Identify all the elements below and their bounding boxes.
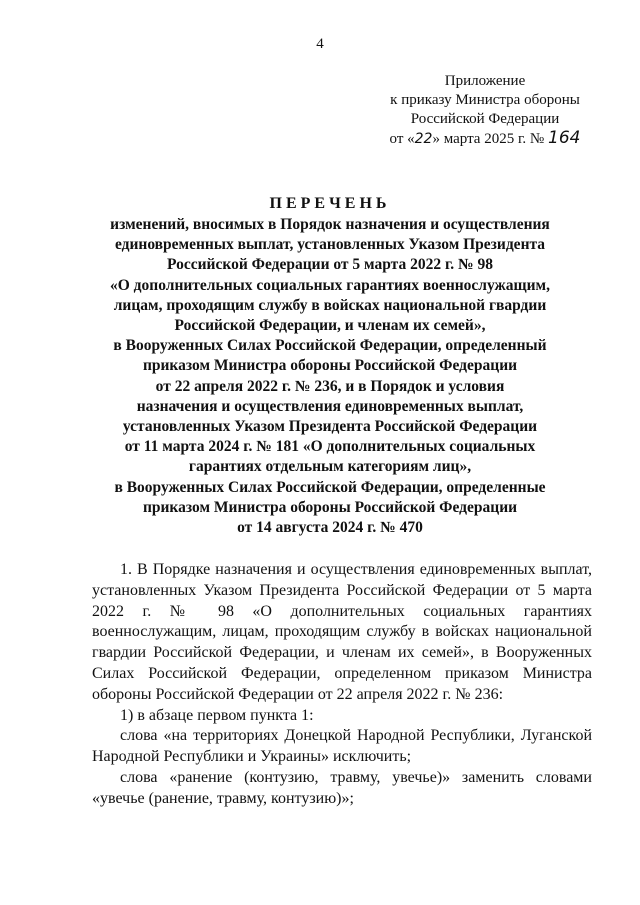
list-item-3: слова «ранение (контузию, травму, увечье)» заменить словами «увечье (ранение, травму, контузию)»; (92, 768, 592, 807)
subtitle-line: от 14 августа 2024 г. № 470 (237, 519, 423, 537)
subtitle-line: гарантиях отдельным категориям лиц», (188, 458, 472, 476)
subtitle-line: лицам, проходящим службу в войсках национальной гвардии (113, 296, 547, 314)
subtitle-line: «О дополнительных социальных гарантиях военнослужащим, (110, 276, 550, 294)
appendix-line-2: к приказу Министра обороны (390, 92, 580, 108)
handwritten-day: 22 (414, 131, 433, 147)
page-number: 4 (316, 36, 324, 52)
subtitle-line: Российской Федерации от 5 марта 2022 г. № 98 (167, 256, 493, 274)
paragraph-1: 1. В Порядке назначения и осуществления единовременных выплат, установленных Указом Президента Российской Федерации от 5 марта 2022 г. № 98 «О дополнительных социальных гарантиях военнослужащим, лицам, проходящим службу в войсках национальной гвардии Российской Федерации, и членам их семей», в Вооруженных Силах Российской Федерации, определенном приказом Министра обороны Российской Федерации от 22 апреля 2022 г. № 236: (92, 561, 592, 703)
subtitle-line: единовременных выплат, установленных Указом Президента (114, 236, 546, 254)
subtitle-line: Российской Федерации, и членам их семей», (174, 317, 486, 335)
document-title: ПЕРЕЧЕНЬ (269, 195, 391, 212)
document-subtitle (80, 215, 580, 538)
list-item-1: 1) в абзаце первом пункта 1: (120, 706, 314, 724)
subtitle-line: приказом Министра обороны Российской Федерации (142, 498, 518, 516)
appendix-header (360, 72, 610, 149)
subtitle-line: назначения и осуществления единовременных выплат, (136, 397, 524, 415)
list-item-2: слова «на территориях Донецкой Народной Республики, Луганской Народной Республики и Украины» исключить; (92, 727, 592, 766)
appendix-date-line (360, 129, 610, 149)
date-middle: » марта 2025 г. № (432, 131, 545, 147)
subtitle-line: от 11 марта 2024 г. № 181 «О дополнительных социальных (124, 438, 536, 456)
subtitle-line: в Вооруженных Силах Российской Федерации, определенный (113, 337, 547, 355)
date-prefix: от « (389, 131, 415, 147)
subtitle-line: от 22 апреля 2022 г. № 236, и в Порядок и условия (155, 377, 505, 395)
document-title-block (80, 193, 580, 538)
appendix-line-3: Российской Федерации (410, 111, 560, 127)
subtitle-line: в Вооруженных Силах Российской Федерации, определенные (114, 478, 546, 496)
subtitle-line: изменений, вносимых в Порядок назначения и осуществления (110, 216, 550, 233)
subtitle-line: установленных Указом Президента Российской Федерации (122, 418, 538, 436)
document-body (92, 560, 592, 810)
handwritten-order-number: 164 (548, 128, 581, 148)
subtitle-line: приказом Министра обороны Российской Федерации (142, 357, 518, 375)
appendix-line-1: Приложение (444, 73, 526, 89)
